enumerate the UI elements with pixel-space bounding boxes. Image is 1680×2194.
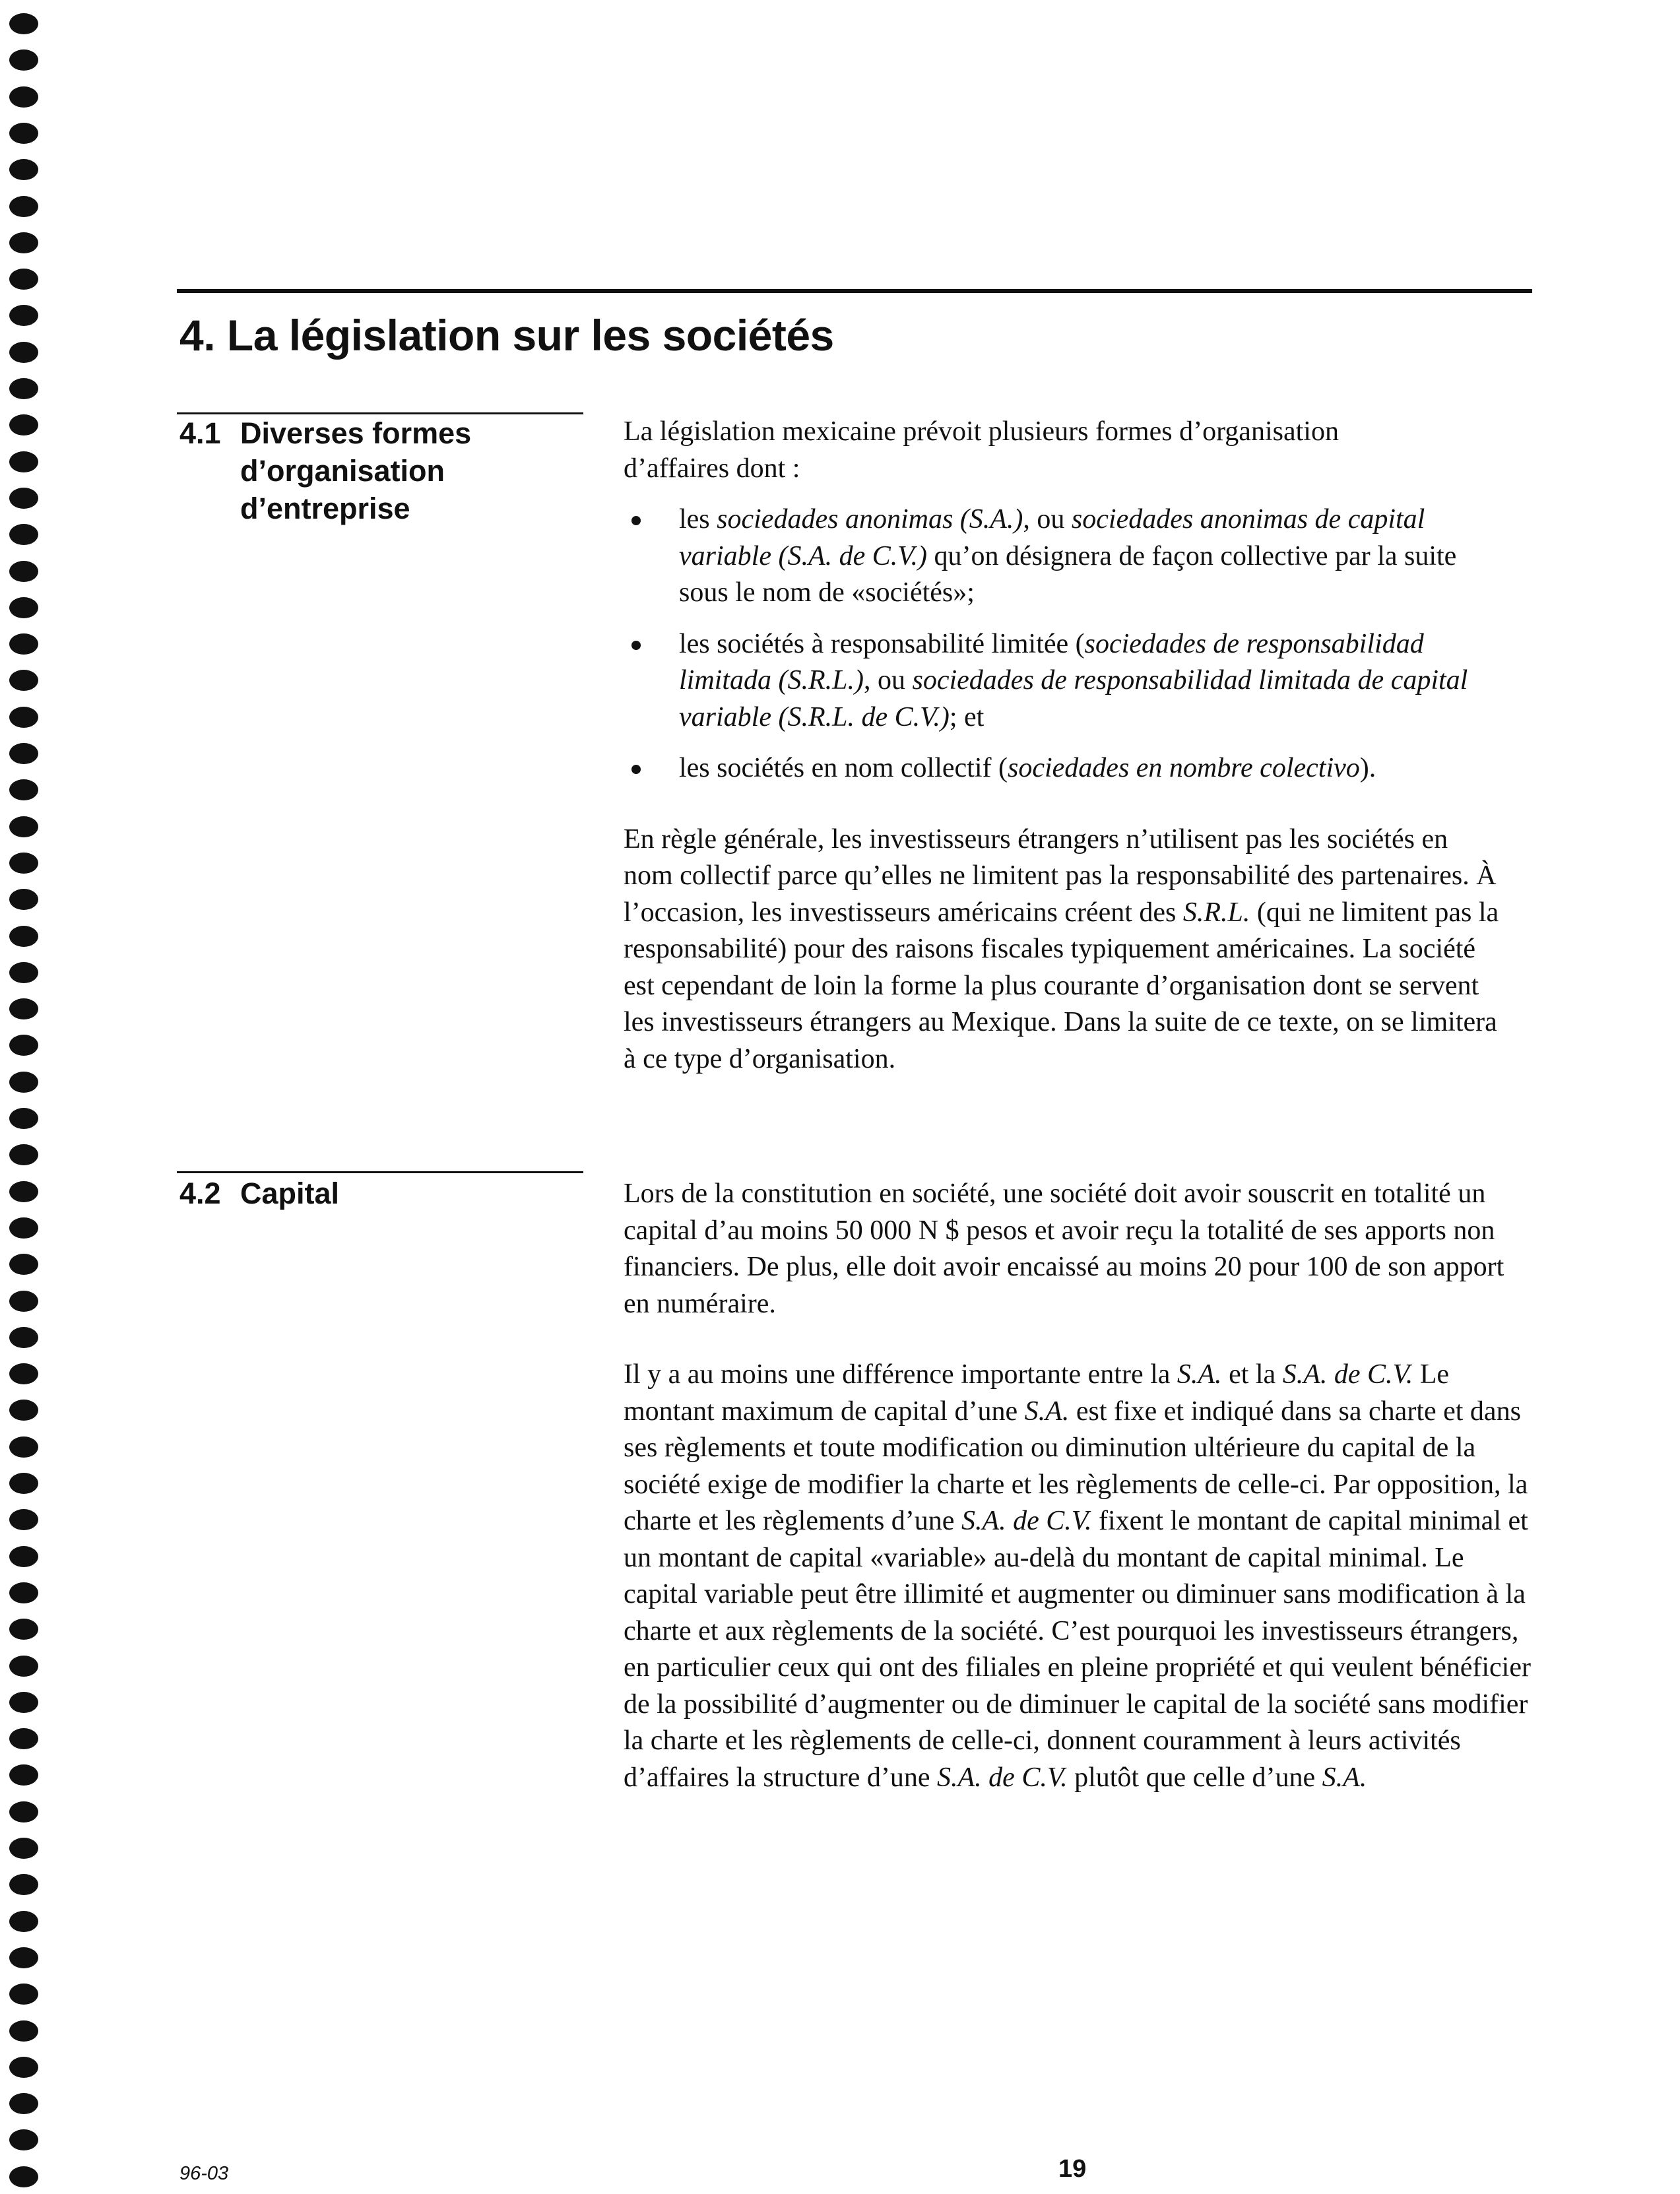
- list-item-text: [679, 504, 1456, 608]
- binding-hole-icon: [9, 561, 38, 582]
- binding-hole-icon: [9, 1692, 38, 1713]
- chapter-title: 4. La législation sur les sociétés: [179, 311, 834, 360]
- binding-hole-icon: [9, 853, 38, 874]
- body-paragraph: [624, 1357, 1534, 1796]
- binding-hole-icon: [9, 1181, 38, 1202]
- text-run: fixent le montant de capital minimal et un montant de capital «variable» au-delà du montant de capital minimal. Le capital variable peut être illimité et augmenter ou diminuer sans modification à la charte et aux règlements de la société. C’est pourquoi les investisseurs étrangers, en particulier ceux qui ont des filiales en pleine propriété et qui veulent bénéficier de la possibilité d’augmenter ou de diminuer le capital de la société sans modifier la charte et les règlements de celle-ci, donnent couramment à leurs activités d’affaires la structure d’une: [624, 1506, 1531, 1793]
- binding-hole-icon: [9, 1874, 38, 1895]
- organisation-forms-list: [624, 501, 1534, 787]
- binding-hole-icon: [9, 342, 38, 363]
- binding-hole-icon: [9, 524, 38, 545]
- text-run: , ou: [1023, 504, 1072, 534]
- text-run: ).: [1359, 753, 1376, 783]
- body-paragraph: [624, 1176, 1508, 1322]
- binding-hole-icon: [9, 597, 38, 618]
- list-item-text: [679, 753, 1376, 783]
- binding-hole-icon: [9, 1764, 38, 1786]
- binding-hole-icon: [9, 13, 38, 34]
- binding-hole-icon: [9, 743, 38, 764]
- binding-hole-icon: [9, 1035, 38, 1056]
- text-run: qu’on désignera de façon collective par la suite sous le nom de «sociétés»;: [679, 540, 1457, 608]
- binding-hole-icon: [9, 1619, 38, 1640]
- italic-text-run: S.A.: [1177, 1359, 1222, 1390]
- binding-hole-icon: [9, 451, 38, 472]
- italic-text-run: sociedades de responsabilidad limitada (S.R.L.): [679, 628, 1424, 695]
- binding-hole-icon: [9, 1108, 38, 1129]
- binding-hole-icon: [9, 1144, 38, 1165]
- list-item-text: [679, 629, 1468, 732]
- text-run: les: [679, 504, 717, 534]
- italic-text-run: S.A.: [1322, 1762, 1367, 1793]
- binding-hole-icon: [9, 1072, 38, 1093]
- list-item: [624, 626, 1510, 736]
- binding-hole-icon: [9, 1327, 38, 1348]
- binding-hole-icon: [9, 196, 38, 217]
- list-item: [624, 501, 1510, 612]
- binding-hole-icon: [9, 1656, 38, 1677]
- binding-hole-icon: [9, 926, 38, 947]
- binding-hole-icon: [9, 49, 38, 71]
- intro-paragraph: La législation mexicaine prévoit plusieurs formes d’organisation d’affaires dont :: [624, 416, 1339, 484]
- section-4-1-body: [624, 414, 1534, 1078]
- body-paragraph: [624, 822, 1501, 1078]
- text-run: , ou: [864, 665, 913, 695]
- text-run: les sociétés à responsabilité limitée (: [679, 628, 1085, 659]
- binding-hole-icon: [9, 1400, 38, 1421]
- section-4-1-heading: [179, 414, 471, 527]
- italic-text-run: S.A. de C.V.: [961, 1506, 1092, 1536]
- italic-text-run: sociedades de responsabilidad limitada de capital variable (S.R.L. de C.V.): [679, 665, 1468, 732]
- binding-hole-icon: [9, 305, 38, 326]
- binding-hole-icon: [9, 962, 38, 983]
- list-item: [624, 750, 1534, 787]
- binding-hole-icon: [9, 1582, 38, 1603]
- binding-hole-icon: [9, 998, 38, 1019]
- italic-text-run: S.R.L.: [1182, 897, 1250, 928]
- text-run: En règle générale, les investisseurs étrangers n’utilisent pas les sociétés en nom collectif parce qu’elles ne limitent pas la responsabilité des partenaires. À l’occasion, les investisseurs américains créent des: [624, 823, 1497, 928]
- text-run: est fixe et indiqué dans sa charte et dans ses règlements et toute modification ou diminution ultérieure du capital de la société exige de modifier la charte et les règlements de celle-ci. Par opposition, la charte et les règlements d’une: [624, 1396, 1528, 1536]
- binding-holes: [9, 13, 46, 2191]
- section-heading-line: d’organisation: [240, 454, 445, 488]
- section-4-2-body: [624, 1176, 1534, 1796]
- section-4-2-rule: [177, 1171, 583, 1173]
- text-run: Il y a au moins une différence importante entre la: [624, 1359, 1177, 1390]
- text-run: Le montant maximum de capital d’une: [624, 1359, 1450, 1427]
- section-heading-line: d’entreprise: [240, 492, 410, 525]
- binding-hole-icon: [9, 2093, 38, 2114]
- binding-hole-icon: [9, 1984, 38, 2005]
- binding-hole-icon: [9, 670, 38, 691]
- italic-text-run: sociedades anonimas de capital variable (S.A. de C.V.): [679, 504, 1425, 571]
- section-4-2-heading: [179, 1175, 339, 1212]
- text-run: (qui ne limitent pas la responsabilité) pour des raisons fiscales typiquement américaines. La société est cependant de loin la forme la plus courante d’organisation dont se servent les investisseurs étrangers au Mexique. Dans la suite de ce texte, on se limitera à ce type d’organisation.: [624, 897, 1499, 1074]
- text-run: Lors de la constitution en société, une société doit avoir souscrit en totalité un capital d’au moins 50 000 N $ pesos et avoir reçu la totalité de ses apports non financiers. De plus, elle doit avoir encaissé au moins 20 pour 100 de son apport en numéraire.: [624, 1178, 1504, 1319]
- binding-hole-icon: [9, 1473, 38, 1494]
- section-number: 4.1: [179, 416, 221, 450]
- binding-hole-icon: [9, 2166, 38, 2187]
- binding-hole-icon: [9, 1217, 38, 1239]
- binding-hole-icon: [9, 1911, 38, 1932]
- document-code: 96-03: [179, 2163, 229, 2184]
- binding-hole-icon: [9, 2129, 38, 2150]
- binding-hole-icon: [9, 1728, 38, 1749]
- italic-text-run: sociedades en nombre colectivo: [1008, 753, 1360, 783]
- binding-hole-icon: [9, 2020, 38, 2042]
- binding-hole-icon: [9, 123, 38, 144]
- binding-hole-icon: [9, 1509, 38, 1530]
- text-run: plutôt que celle d’une: [1067, 1762, 1322, 1793]
- section-heading-line: Capital: [240, 1177, 340, 1210]
- binding-hole-icon: [9, 414, 38, 436]
- text-run: les sociétés en nom collectif (: [679, 753, 1008, 783]
- italic-text-run: sociedades anonimas (S.A.): [717, 504, 1023, 534]
- binding-hole-icon: [9, 269, 38, 290]
- binding-hole-icon: [9, 707, 38, 728]
- binding-hole-icon: [9, 488, 38, 509]
- binding-hole-icon: [9, 1801, 38, 1823]
- binding-hole-icon: [9, 86, 38, 108]
- chapter-rule: [177, 289, 1532, 293]
- binding-hole-icon: [9, 1838, 38, 1859]
- binding-hole-icon: [9, 1291, 38, 1312]
- italic-text-run: S.A. de C.V.: [1282, 1359, 1413, 1390]
- binding-hole-icon: [9, 1254, 38, 1275]
- binding-hole-icon: [9, 1436, 38, 1458]
- italic-text-run: S.A. de C.V.: [937, 1762, 1068, 1793]
- binding-hole-icon: [9, 889, 38, 910]
- bullet-icon: [631, 516, 641, 525]
- section-number: 4.2: [179, 1177, 221, 1210]
- bullet-icon: [631, 765, 641, 774]
- binding-hole-icon: [9, 1546, 38, 1567]
- binding-hole-icon: [9, 232, 38, 253]
- binding-hole-icon: [9, 633, 38, 655]
- binding-hole-icon: [9, 816, 38, 837]
- binding-hole-icon: [9, 779, 38, 800]
- binding-hole-icon: [9, 378, 38, 399]
- bullet-icon: [631, 641, 641, 650]
- page-number: 19: [1058, 2155, 1087, 2183]
- binding-hole-icon: [9, 1363, 38, 1384]
- binding-hole-icon: [9, 1947, 38, 1968]
- binding-hole-icon: [9, 159, 38, 180]
- text-run: et la: [1221, 1359, 1283, 1390]
- italic-text-run: S.A.: [1024, 1396, 1070, 1427]
- text-run: ; et: [949, 701, 985, 732]
- binding-hole-icon: [9, 2057, 38, 2078]
- section-heading-line: Diverses formes: [240, 416, 472, 450]
